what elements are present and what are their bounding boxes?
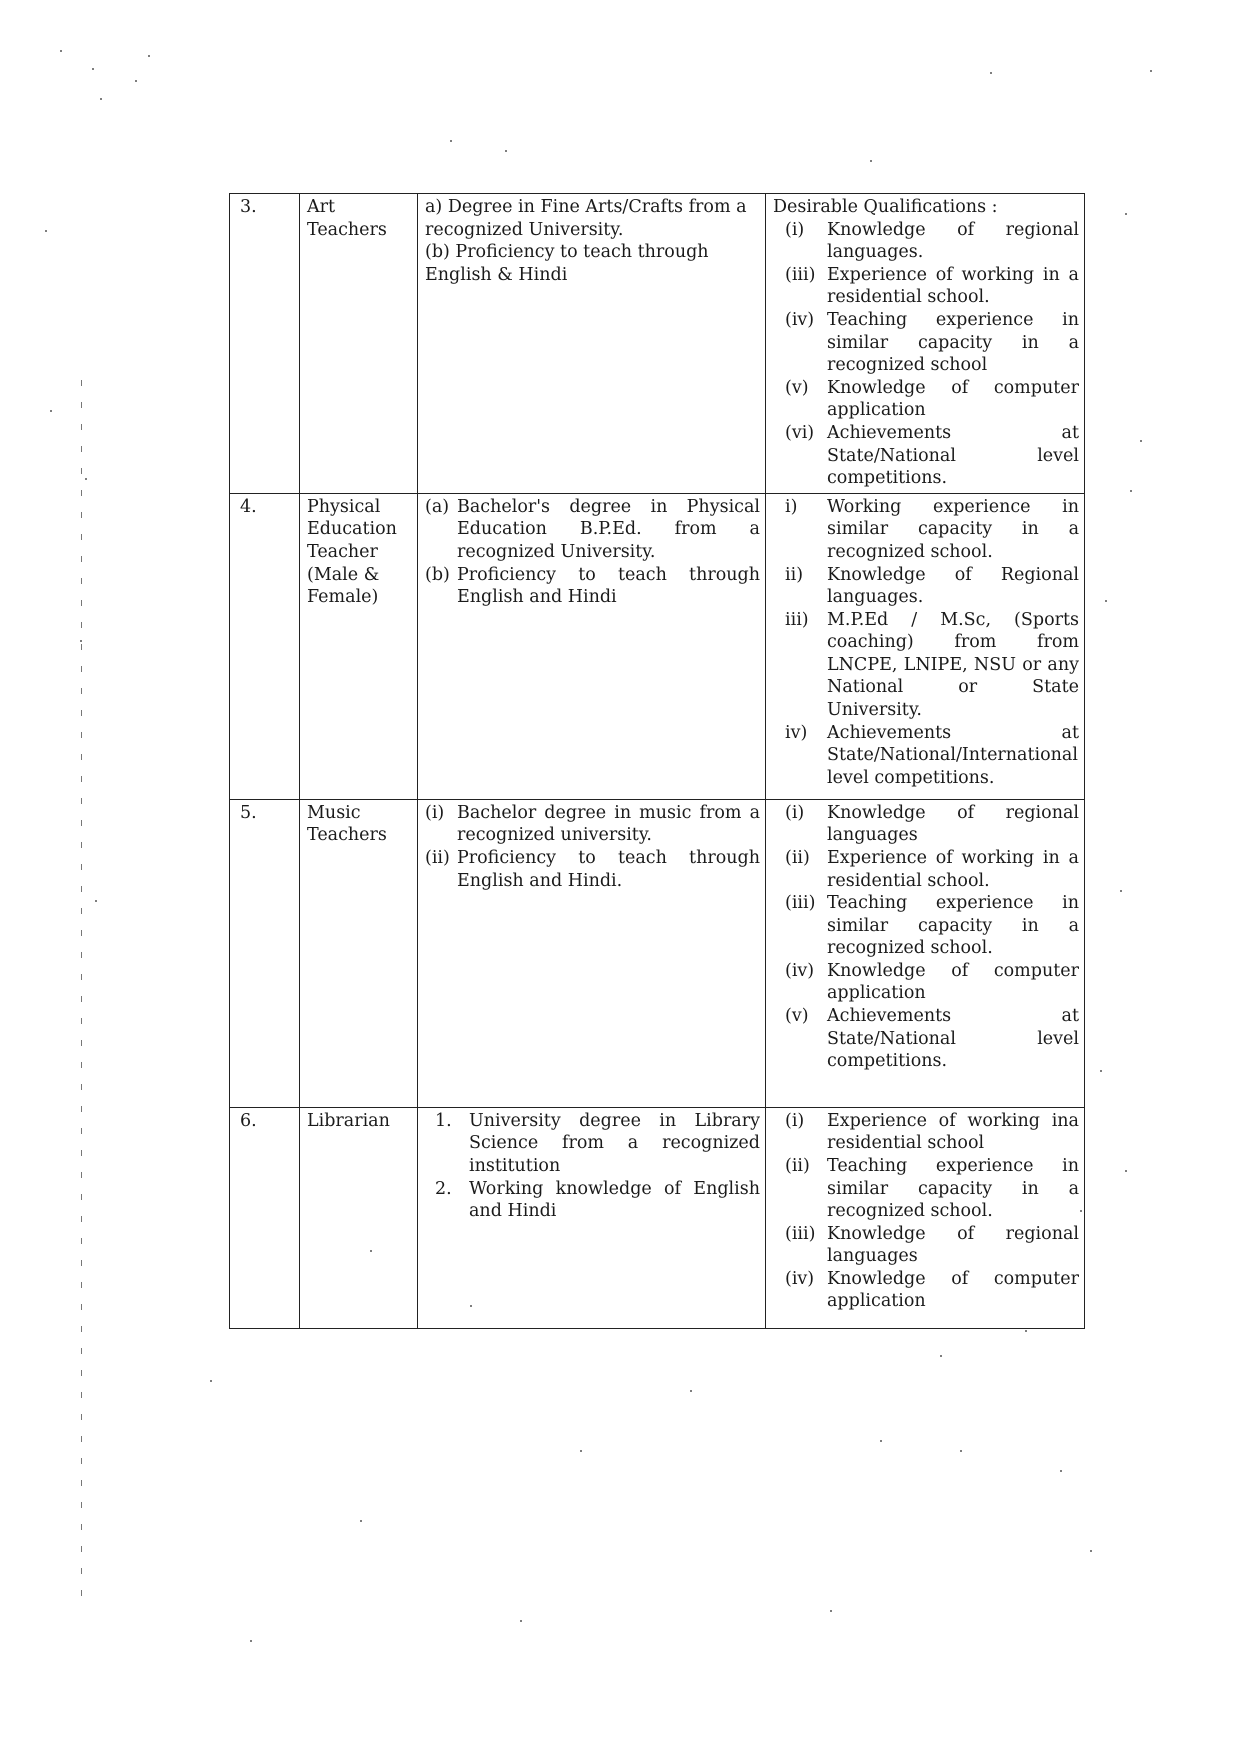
item-marker: (i): [425, 802, 445, 823]
item-marker: (vi): [785, 422, 815, 443]
list-item: [425, 496, 760, 564]
list-item: [773, 1005, 1079, 1073]
list-item: [773, 1110, 1079, 1155]
list-item: [773, 802, 1079, 847]
list-item: [773, 564, 1079, 609]
item-text: University degree in Library Science from a recognized institution: [469, 1110, 760, 1176]
item-text: Knowledge of regional languages.: [827, 219, 1079, 263]
item-text: Achievements at State/National level competitions.: [827, 1006, 1079, 1072]
item-marker: (v): [785, 1006, 809, 1027]
item-text: Knowledge of computer application: [827, 377, 1079, 421]
list-item: [773, 847, 1079, 892]
item-marker: (iv): [785, 960, 815, 981]
post-line: Art: [307, 197, 336, 217]
post-line: Teachers: [307, 825, 387, 846]
item-marker: 2.: [435, 1178, 452, 1199]
item-text: Proficiency to teach through English and Hindi.: [457, 847, 760, 891]
item-text: Experience of working in a residential school.: [827, 847, 1079, 891]
serial-number: 4.: [230, 493, 300, 799]
table-row: [230, 799, 1085, 1107]
list-item: [773, 892, 1079, 960]
list-item: [773, 722, 1079, 790]
list-item: [773, 309, 1079, 377]
item-marker: (iv): [785, 1268, 815, 1289]
item-marker: iv): [785, 722, 808, 743]
post-line: Education: [307, 519, 397, 540]
item-text: Bachelor's degree in Physical Education B.P.Ed. from a recognized University.: [457, 496, 760, 562]
item-text: Achievements at State/National/International level competitions.: [827, 722, 1079, 788]
post-line: Librarian: [307, 1110, 390, 1131]
item-marker: (iv): [785, 309, 815, 330]
post-line: Teacher: [307, 541, 378, 562]
list-item: [773, 960, 1079, 1005]
post-line: Music: [307, 802, 361, 823]
list-item: [425, 564, 760, 609]
item-marker: (i): [785, 802, 805, 823]
item-marker: (a): [425, 496, 450, 517]
list-item: [773, 1223, 1079, 1268]
serial-number: 5.: [230, 799, 300, 1107]
scan-margin-line: [81, 380, 82, 1610]
table-row: [230, 1107, 1085, 1328]
essential-item: (b) Proficiency to teach through English & Hindi: [425, 242, 709, 285]
item-text: Working experience in similar capacity in a recognized school.: [827, 496, 1079, 562]
item-text: Knowledge of computer application: [827, 1268, 1079, 1312]
item-text: Experience of working in a residential school.: [827, 264, 1079, 308]
item-marker: i): [785, 496, 798, 517]
list-item: [425, 847, 760, 892]
serial-number: 6.: [230, 1107, 300, 1328]
item-text: Teaching experience in similar capacity in a recognized school.: [827, 1155, 1079, 1222]
list-item: [773, 422, 1079, 490]
list-item: [425, 1178, 760, 1223]
item-text: Knowledge of computer application: [827, 960, 1079, 1004]
serial-number: 3.: [230, 194, 300, 494]
item-marker: (i): [785, 1110, 805, 1131]
item-marker: (v): [785, 377, 809, 398]
post-line: (Male &: [307, 564, 380, 585]
item-marker: (i): [785, 219, 805, 240]
post-line: Female): [307, 587, 379, 608]
list-item: [425, 1110, 760, 1178]
item-marker: 1.: [435, 1110, 452, 1131]
essential-item: a) Degree in Fine Arts/Crafts from a recognized University.: [425, 197, 747, 240]
essential-qualifications: [418, 1107, 766, 1328]
item-marker: (iii): [785, 1223, 816, 1244]
item-text: Knowledge of Regional languages.: [827, 564, 1079, 608]
table-row: [230, 194, 1085, 494]
post-name: [300, 493, 418, 799]
essential-qualifications: [418, 799, 766, 1107]
item-text: Teaching experience in similar capacity in a recognized school.: [827, 893, 1079, 959]
item-marker: (ii): [425, 847, 450, 868]
list-item: [773, 609, 1079, 722]
item-text: Experience of working ina residential school: [827, 1110, 1079, 1154]
list-item: [773, 264, 1079, 309]
list-item: [425, 802, 760, 847]
item-text: Teaching experience in similar capacity in a recognized school: [827, 309, 1079, 376]
post-line: Physical: [307, 496, 381, 517]
item-marker: (ii): [785, 847, 810, 868]
item-marker: (iii): [785, 264, 816, 285]
item-marker: (ii): [785, 1155, 810, 1176]
item-marker: (b): [425, 564, 450, 585]
list-item: [773, 1268, 1079, 1313]
desirable-qualifications: [766, 799, 1085, 1107]
desirable-heading: Desirable Qualifications :: [773, 197, 998, 217]
post-name: [300, 194, 418, 494]
item-marker: ii): [785, 564, 804, 585]
item-text: Knowledge of regional languages: [827, 1223, 1079, 1267]
item-text: Proficiency to teach through English and Hindi: [457, 564, 760, 608]
item-text: Bachelor degree in music from a recognized university.: [457, 802, 760, 846]
desirable-qualifications: [766, 1107, 1085, 1328]
desirable-qualifications: [766, 493, 1085, 799]
list-item: [773, 377, 1079, 422]
qualifications-table: [229, 193, 1085, 1329]
post-name: [300, 799, 418, 1107]
table-row: [230, 493, 1085, 799]
list-item: [773, 496, 1079, 564]
essential-qualifications: [418, 194, 766, 494]
item-text: Achievements at State/National level competitions.: [827, 422, 1079, 489]
item-marker: (iii): [785, 893, 816, 914]
item-text: Working knowledge of English and Hindi: [469, 1178, 760, 1222]
item-text: Knowledge of regional languages: [827, 802, 1079, 846]
desirable-qualifications: [766, 194, 1085, 494]
post-line: Teachers: [307, 219, 387, 240]
post-name: [300, 1107, 418, 1328]
essential-qualifications: [418, 493, 766, 799]
item-text: M.P.Ed / M.Sc, (Sports coaching) from from LNCPE, LNIPE, NSU or any National or State University.: [827, 609, 1079, 721]
list-item: [773, 219, 1079, 264]
item-marker: iii): [785, 609, 809, 630]
list-item: [773, 1155, 1079, 1223]
